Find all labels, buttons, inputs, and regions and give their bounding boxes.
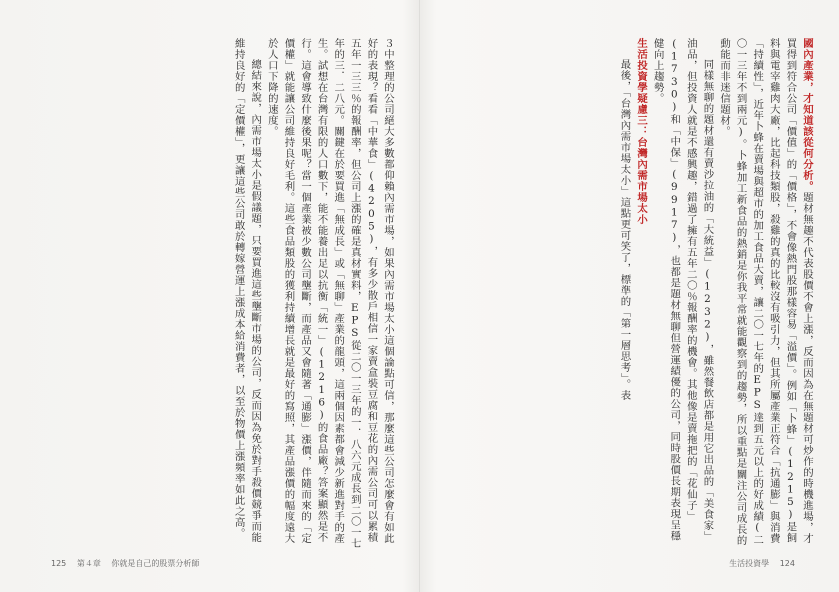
left-page-text bbox=[66, 38, 396, 550]
book-title: 生活投資學 bbox=[729, 559, 770, 568]
right-page-text bbox=[475, 38, 815, 550]
right-paragraph-1-body: 題材無趣不代表股價不會上漲，反而因為在無題材可炒作的時機進場，才買得到符合公司「價值」的「價格」，不會像熱門股那樣容易「溢價」。例如「卜蜂」(1215)是飼料與電宰雞肉大廠，比起科技類股，殺雞的真的比較沒有吸引力，但其所屬產業正符合「抗通膨」與消費「持續性」，近年卜蜂在賣場與超市的加工食品大賣，讓二〇一七年的EPS達到五元以上的好成績(二〇一三年不到兩元)。卜蜂加工新食品的熱銷是你我平常就能觀察到的趨勢，所以重點是關注公司成長的動能而非迷信題材。 bbox=[718, 38, 813, 546]
right-paragraph-2: 同樣無聊的題材還有賣沙拉油的「大統益」(1232)，雖然餐飲店都是用它出品的「美食家」油品，但投資人就是不感興趣，錯過了擁有五年二〇％報酬率的機會。其他像是賣拖把的「花仙子」(1730)和「中保」(9917)，也都是題材無聊但營運績優的公司，同時股價長期表現呈穩健向上趨勢。 bbox=[651, 38, 714, 542]
right-page-number: 124 bbox=[779, 559, 795, 568]
book-gutter bbox=[419, 0, 420, 592]
left-paragraph-1: ３中整理的公司絕大多數都仰賴內需市場，如果內需市場太小這個論點可信，那麼這些公司怎麼會有如此好的表現？看看「中華食」(4205)，有多少散戶相信一家賣盒裝豆腐和豆花的內需公司可以累積五年一三三％的報酬率，但公司上漲的確是真材實料，EPS從二〇一三年的一．八六元成長到二〇一七年的三．二八元。關鍵在於要買進「無成長」或「無聊」產業的龍頭，這兩個因素都會減少新進對手的產生。試想在台灣有限的人口數下，能不能養出足以抗衡「統一」(1216)的食品廠？答案顯然是不行。這會導致什麼後果呢？當一個產業被少數公司壟斷，而產品又會隨著「通膨」漲價，伴隨而來的「定價權」就能讓公司維持良好毛利。這些食品類股的獲利持續增長就是最好的寫照，其產品漲價的幅度遠大於人口下降的速度。 bbox=[265, 38, 394, 549]
left-page-number: 125 bbox=[51, 559, 67, 568]
highlighted-phrase: 國內產業，才知道該從何分析。 bbox=[801, 38, 813, 192]
chapter-title: 你就是自己的股票分析師 bbox=[111, 559, 200, 568]
left-page-footer bbox=[51, 558, 207, 569]
chapter-label: 第４章 bbox=[76, 559, 101, 568]
left-paragraph-2: 總結來說，內需市場太小是假議題，只要買進這些壟斷市場的公司，反而因為免於對手殺價競爭而能維持良好的「定價權」，更讓這些公司敢於轉嫁營運上漲成本給消費者，以至於物價上漲頻率如此之高。 bbox=[232, 38, 262, 543]
right-page-footer bbox=[721, 558, 795, 569]
section-heading-paragraph bbox=[632, 38, 649, 550]
section-title: 生活投資學疑慮三：台灣內需市場太小 bbox=[635, 38, 648, 225]
right-paragraph-1 bbox=[715, 38, 815, 550]
right-paragraph-3: 最後，「台灣內需市場太小」這點更可笑了，標準的「第一層思考」。表 bbox=[618, 58, 631, 401]
